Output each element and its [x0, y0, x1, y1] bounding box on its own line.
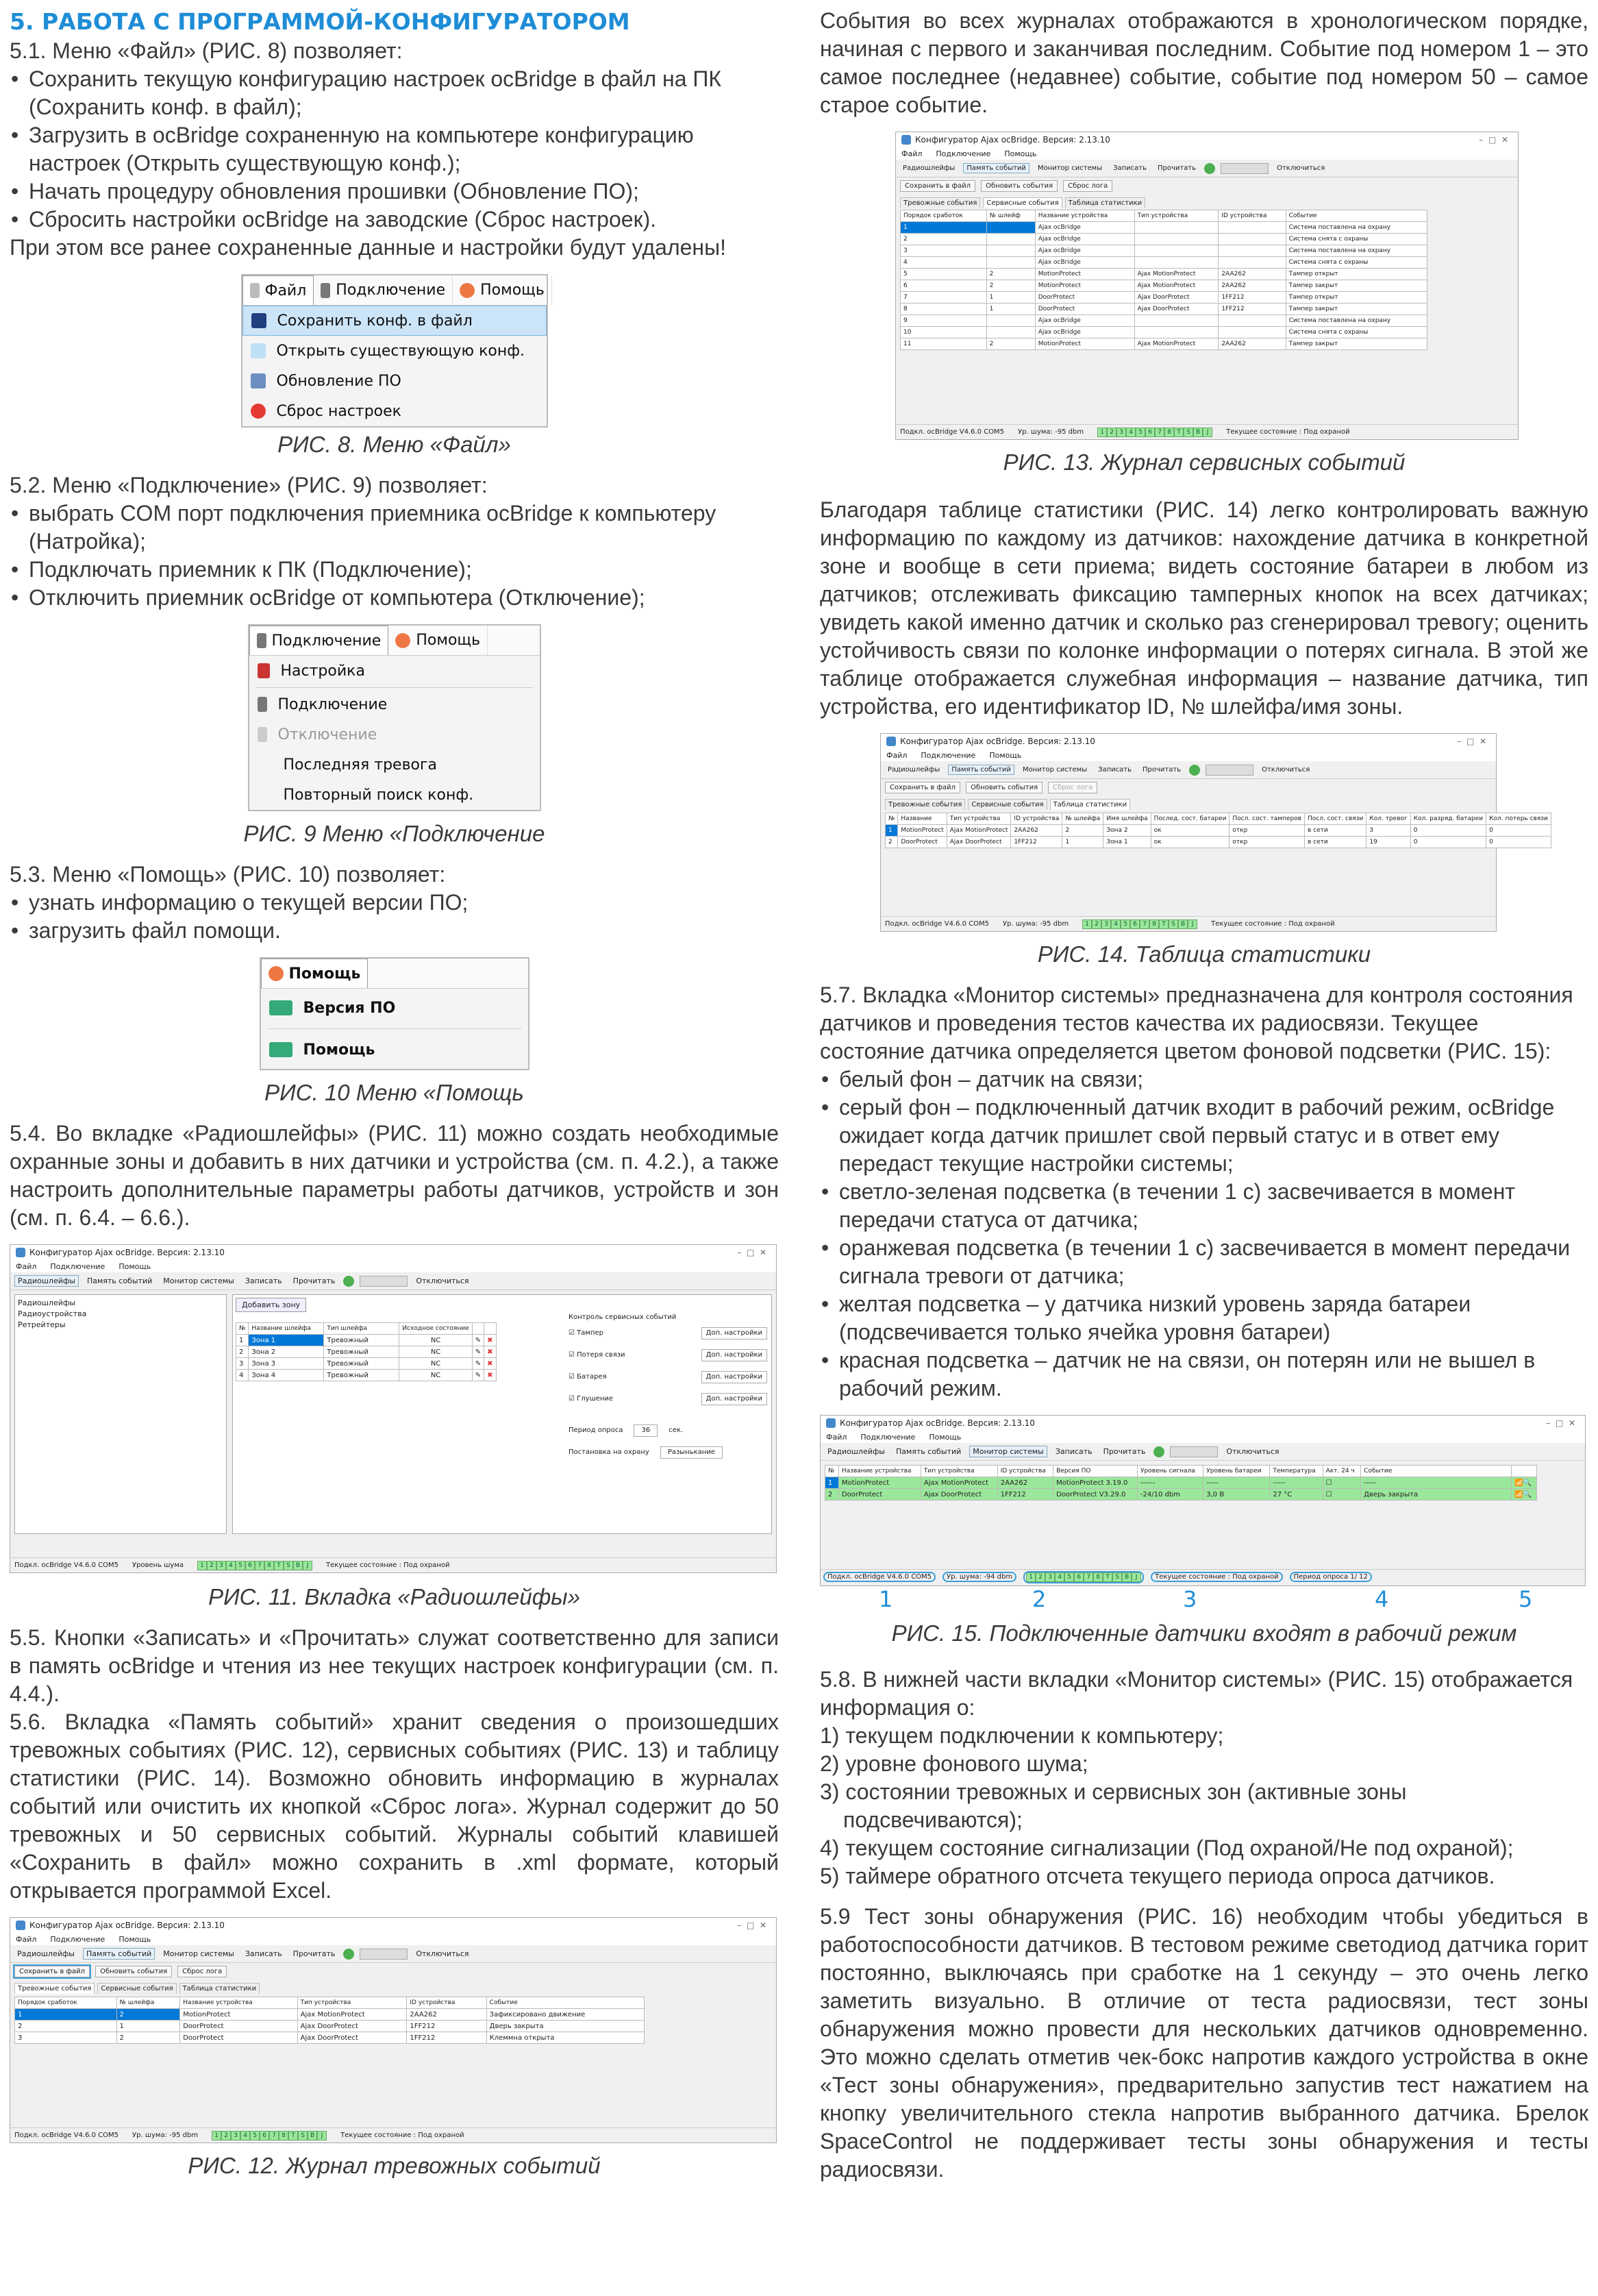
s55-paragraph: 5.5. Кнопки «Записать» и «Прочитать» служат соответственно для записи в память ocBridge и чтения из нее текущих настроек конфигурации (см. п. 4.4.).	[10, 1625, 779, 1706]
status-bar: Подкл. ocBridge V4.6.0 COM5 Ур. шума: -95 dbm 1 2 3 4 5 6 7 8 T S B J Текущее состояние : Под охраной	[10, 2127, 776, 2143]
test-icons[interactable]: 📶🔍	[1512, 1489, 1537, 1501]
poll-period-select[interactable]: 36	[634, 1424, 658, 1437]
tab-alarm-events[interactable]: Тревожные события	[900, 197, 980, 208]
s53-intro: 5.3. Меню «Помощь» (РИС. 10) позволяет:	[10, 862, 446, 887]
table-row[interactable]: 7 1 DoorProtect Ajax DoorProtect 1FF212 Тампер открыт	[901, 292, 1427, 304]
menu-item-open-config[interactable]: Открыть существующую конф.	[242, 336, 547, 366]
menu-item-disconnect[interactable]: Отключение	[249, 719, 540, 750]
app-icon	[886, 737, 896, 746]
refresh-events-button[interactable]: Обновить события	[981, 180, 1058, 192]
version-icon	[269, 1000, 292, 1015]
menu-connection[interactable]: Подключение	[249, 626, 389, 655]
menu-connection[interactable]: Подключение	[314, 275, 453, 305]
tab-radioloops[interactable]: Радиошлейфы	[14, 1275, 79, 1287]
menu-item-version[interactable]: Версия ПО	[261, 989, 528, 1027]
extra-settings-button[interactable]: Доп. настройки	[701, 1371, 767, 1383]
tab-event-memory[interactable]: Память событий	[895, 1447, 962, 1456]
tab-system-monitor[interactable]: Монитор системы	[163, 1276, 234, 1285]
zones-panel	[232, 1294, 772, 1534]
alarm-events-window: Конфигуратор Ajax ocBridge. Версия: 2.13.10 – □ ✕ Файл Подключение Помощь Радиошлейфы Память событий Монитор системы Записать Прочитать Отключиться Сохранить в файл Обновить события Сброс лога Тревожные события Сервисные события Таблица статистики Порядок сработок № шлейфа Название устройства Тип устройства ID устройства Событие 1 2 MotionProtect Ajax MotionProtect 2AA262 Зафиксировано движение 2 1 DoorProtect Ajax DoorProtect 1FF212 Дверь закрыта 3 2 DoorProtect Ajax DoorProtect 1FF212 Клеммна открыта Подкл. ocBridge V4.6.0 COM5 Ур. шума: -95 dbm 1 2 3 4 5 6 7 8 T S B J Текущее состояние : Под охраной	[10, 1917, 777, 2143]
file-icon	[250, 283, 260, 298]
tree-item[interactable]: Ретрейтеры	[18, 1320, 66, 1329]
add-zone-button[interactable]: Добавить зону	[236, 1298, 306, 1312]
statistics-paragraph: Благодаря таблице статистики (РИС. 14) легко контролировать важную информацию по каждому из датчиков: нахождение датчика в конкретной зоне и вообще в сети приема; видеть состояние батареи в любом из датчиков; отслеживать фиксацию тамперных кнопок на всех датчиках; увидеть какой именно датчик и сколько раз сгенерировал тревогу; оценить устойчивость связи по колонке информации о потерях сигнала. В этой же таблице отображается служебная информация – название датчика, тип устройства, его идентификатор ID, № шлейфа/имя зоны.	[820, 497, 1588, 719]
menu-item-rescan[interactable]: Повторный поиск конф.	[249, 780, 540, 810]
plug-icon	[321, 283, 330, 298]
plug-icon	[258, 697, 267, 712]
list-item: • узнать информацию о текущей версии ПО;	[10, 889, 779, 917]
list-item: • белый фон – датчик на связи;	[820, 1065, 1588, 1094]
extra-settings-button[interactable]: Доп. настройки	[701, 1393, 767, 1405]
service-events-table: Порядок сработок № шлейф Название устройства Тип устройства ID устройства Событие 1 Ajax ocBridge Система поставлена на охрану 2 Ajax ocBridge Система снята с охраны 3 Ajax ocBridge Система поставлена на охрану 4 Ajax ocBridge Система снята с охраны 5 2 MotionProtect Ajax MotionProtect 2AA262 Тампер открыт 6 2 MotionProtect Ajax MotionProtect 2AA262 Тампер закрыт 7 1 DoorProtect Ajax DoorProtect 1FF212 Тампер открыт 8 1 DoorProtect Ajax DoorProtect 1FF212 Тампер закрыт 9 Ajax ocBridge Система поставлена на охрану 10 Ajax ocBridge Система снята с охраны 11 2 MotionProtect Ajax MotionProtect 2AA262 Тампер закрыт	[900, 210, 1427, 350]
table-row[interactable]: 10 Ajax ocBridge Система снята с охраны	[901, 327, 1427, 338]
menu-item-reset[interactable]: Сброс настроек	[242, 396, 547, 426]
disconnect-button[interactable]: Отключиться	[416, 1949, 469, 1958]
figure-caption: РИС. 15. Подключенные датчики входят в рабочий режим	[891, 1620, 1517, 1646]
arming-mode-select[interactable]: Разынькание	[660, 1446, 723, 1459]
checkbox-battery[interactable]: ☑ Батарея	[569, 1373, 607, 1381]
tab-statistics[interactable]: Таблица статистики	[179, 1983, 260, 1994]
table-row[interactable]: 4 Ajax ocBridge Система снята с охраны	[901, 257, 1427, 269]
app-icon	[826, 1418, 836, 1428]
table-row[interactable]: 1 MotionProtect Ajax MotionProtect 2AA262 MotionProtect 3.19.0 ------ ----- ----- ☐ ----- 📶🔍	[825, 1477, 1537, 1489]
table-row[interactable]: 2 1 DoorProtect Ajax DoorProtect 1FF212 Дверь закрыта	[15, 2021, 645, 2032]
status-bar: Подкл. ocBridge V4.6.0 COM5 Уровень шума 1 2 3 4 5 6 7 8 T S B J Текущее состояние : Под охраной	[10, 1557, 776, 1572]
active-24h-checkbox[interactable]: ☐	[1323, 1477, 1361, 1489]
list-item: • оранжевая подсветка (в течении 1 с) засвечивается в момент передачи сигнала тревоги от датчика;	[820, 1234, 1588, 1290]
read-button[interactable]: Прочитать	[292, 1949, 336, 1958]
s51-intro: 5.1. Меню «Файл» (РИС. 8) позволяет:	[10, 38, 403, 63]
tab-event-memory[interactable]: Память событий	[948, 765, 1014, 775]
list-item: • красная подсветка – датчик не на связи, он потерян или не вышел в рабочий режим.	[820, 1346, 1588, 1403]
plug-icon	[257, 633, 266, 648]
zone-cells: 1 2 3 4 5 6 7 8 T S B J	[197, 1561, 312, 1570]
tree-item[interactable]: Радиоустройства	[18, 1309, 87, 1318]
status-bar: Подкл. ocBridge V4.6.0 COM5 Ур. шума: -94 dbm 1 2 3 4 5 6 7 8 T S B J Текущее состояние : Под охраной Период опроса 1/ 12	[821, 1569, 1585, 1584]
blank-icon	[258, 787, 273, 802]
test-icons[interactable]: 📶🔍	[1512, 1477, 1537, 1489]
s56-paragraph: 5.6. Вкладка «Память событий» хранит сведения о произошедших тревожных событиях (РИС. 12), сервисных событиях (РИС. 13) и таблицу статистики (РИС. 14). Возможно обновить информацию в журналах событий или очистить их кнопкой «Сброс лога». Журнал содержит до 50 тревожных и 50 сервисных событий. Журналы событий клавишей «Сохранить в файл» можно сохранить в .xml формате, который открывается программой Excel.	[10, 1709, 779, 1903]
list-item: • загрузить файл помощи.	[10, 917, 779, 945]
table-row[interactable]: 3 Ajax ocBridge Система поставлена на охрану	[901, 245, 1427, 257]
menu-file[interactable]: Файл	[16, 1261, 37, 1271]
tab-radioloops[interactable]: Радиошлейфы	[827, 1447, 885, 1456]
s57-paragraph: 5.7. Вкладка «Монитор системы» предназначена для контроля состояния датчиков и проведения тестов качества их радиосвязи. Текущее состояние датчика определяется цветом фоновой подсветки (РИС. 15):	[820, 983, 1573, 1063]
list-item: 5) таймере обратного отсчета текущего периода опроса датчиков.	[820, 1864, 1495, 1888]
tab-system-monitor[interactable]: Монитор системы	[163, 1949, 234, 1958]
reset-icon	[251, 404, 266, 419]
active-24h-checkbox[interactable]: ☐	[1323, 1489, 1361, 1501]
disconnect-button[interactable]: Отключиться	[416, 1276, 469, 1285]
file-menu-screenshot	[241, 274, 548, 428]
tab-service-events[interactable]: Сервисные события	[968, 799, 1047, 810]
chronology-paragraph: События во всех журналах отображаются в хронологическом порядке, начиная с первого и заканчивая последним. Событие под номером 1 – это самое последнее (недавнее) событие, событие под номером 50 – самое старое событие.	[820, 8, 1588, 117]
table-row[interactable]: 2 Зона 2 Тревожный NC ✎ ✖	[236, 1346, 497, 1358]
status-bar: Подкл. ocBridge V4.6.0 COM5 Ур. шума: -95 dbm 1 2 3 4 5 6 7 8 T S B J Текущее состояние : Под охраной	[881, 916, 1496, 931]
table-row[interactable]: 5 2 MotionProtect Ajax MotionProtect 2AA262 Тампер открыт	[901, 269, 1427, 280]
tree-item[interactable]: Радиошлейфы	[18, 1298, 75, 1307]
save-to-file-button[interactable]: Сохранить в файл	[900, 180, 975, 192]
callout-numbers: 1 2 3 4 5	[879, 1586, 1533, 1612]
list-item: • Начать процедуру обновления прошивки (Обновление ПО);	[10, 177, 779, 206]
right-column	[820, 7, 1588, 2184]
checkbox-tamper[interactable]: ☑ Тампер	[569, 1329, 603, 1337]
figure-caption: РИС. 13. Журнал сервисных событий	[1003, 449, 1406, 475]
ok-icon	[343, 1276, 354, 1287]
tab-event-memory[interactable]: Память событий	[963, 163, 1029, 173]
tab-system-monitor[interactable]: Монитор системы	[1022, 766, 1088, 774]
list-item: • Сохранить текущую конфигурацию настроек ocBridge в файл на ПК (Сохранить конф. в файл);	[10, 65, 779, 121]
tab-service-events[interactable]: Сервисные события	[983, 197, 1062, 208]
progress-box	[360, 1276, 408, 1287]
help-file-icon	[269, 1042, 292, 1057]
refresh-events-button[interactable]: Обновить события	[95, 1966, 172, 1977]
list-item: • Сбросить настройки ocBridge на заводские (Сброс настроек).	[10, 206, 779, 234]
tab-statistics[interactable]: Таблица статистики	[1065, 197, 1146, 208]
checkbox-link-loss[interactable]: ☑ Потеря связи	[569, 1351, 625, 1359]
list-item: • светло-зеленая подсветка (в течении 1 с) засвечивается в момент передачи статуса от датчика;	[820, 1178, 1588, 1234]
disconnect-button[interactable]: Отключиться	[1262, 766, 1310, 774]
radioloops-window: Конфигуратор Ajax ocBridge. Версия: 2.13.10 – □ ✕ Файл Подключение Помощь Радиошлейфы Память событий Монитор системы Записать Прочитать Отключиться Радиошлейфы Радиоустройства Ретрейтеры Добавить зону № Название шлейфа Тип шлейфа Исходное состояние 1 Зона 1 Тревожный NC ✎ ✖ 2 Зона 2 Тревожный NC ✎ ✖ 3 Зона 3 Тревожный NC ✎ ✖ 4 Зона 4 Тревожный NC ✎ ✖ Контроль сервисных событий ☑ Тампер Доп. настройки ☑ Потеря связи Доп. настройки ☑ Батарея Доп. настройки ☑ Глушение Доп. настройки Период опроса 36 сек. Постановка на охрану Разынькание Подкл. ocBridge V4.6.0 COM5 Уровень шума 1 2 3 4 5 6 7 8 T S B J Текущее состояние : Под охраной	[10, 1244, 777, 1573]
write-button[interactable]: Записать	[245, 1276, 282, 1285]
connection-menu-screenshot	[248, 624, 541, 811]
list-item: • Отключить приемник ocBridge от компьютера (Отключение);	[10, 584, 779, 612]
tab-statistics[interactable]: Таблица статистики	[1050, 799, 1131, 810]
left-column	[10, 7, 779, 2180]
read-button[interactable]: Прочитать	[1103, 1447, 1146, 1456]
table-row[interactable]: 9 Ajax ocBridge Система поставлена на охрану	[901, 315, 1427, 327]
tab-service-events[interactable]: Сервисные события	[97, 1983, 176, 1994]
lifebuoy-icon	[269, 966, 284, 981]
system-monitor-window: Конфигуратор Ajax ocBridge. Версия: 2.13.10 – □ ✕ Файл Подключение Помощь Радиошлейфы Память событий Монитор системы Записать Прочитать Отключиться № Название устройства Тип устройства ID устройства Версия ПО Уровень сигнала Уровень батареи Температура Акт. 24 ч Событие 1 MotionProtect Ajax MotionProtect 2AA262 MotionProtect 3.19.0 ------ ----- ----- ☐ ----- 📶🔍 2 DoorProtect Ajax DoorProtect 1FF212 DoorProtect V3.29.0 -24/10 dbm 3,0 В 27 °C ☐ Дверь закрыта 📶🔍 Подкл. ocBridge V4.6.0 COM5 Ур. шума: -94 dbm 1 2 3 4 5 6 7 8 T S B J Текущее состояние : Под охраной Период опроса 1/ 12	[820, 1415, 1586, 1586]
checkbox-jamming[interactable]: ☑ Глушение	[569, 1395, 614, 1403]
write-button[interactable]: Записать	[1098, 766, 1132, 774]
alarm-events-table: Порядок сработок № шлейфа Название устройства Тип устройства ID устройства Событие 1 2 MotionProtect Ajax MotionProtect 2AA262 Зафиксировано движение 2 1 DoorProtect Ajax DoorProtect 1FF212 Дверь закрыта 3 2 DoorProtect Ajax DoorProtect 1FF212 Клеммна открыта	[14, 1997, 645, 2044]
menu-item-update[interactable]: Обновление ПО	[242, 366, 547, 396]
refresh-events-button[interactable]: Обновить события	[966, 782, 1043, 793]
list-item: 1) текущем подключении к компьютеру;	[820, 1723, 1224, 1748]
figure-caption: РИС. 9 Меню «Подключение	[243, 821, 545, 846]
save-to-file-button[interactable]: Сохранить в файл	[885, 782, 960, 793]
monitor-table: № Название устройства Тип устройства ID устройства Версия ПО Уровень сигнала Уровень батареи Температура Акт. 24 ч Событие 1 MotionProtect Ajax MotionProtect 2AA262 MotionProtect 3.19.0 ------ ----- ----- ☐ ----- 📶🔍 2 DoorProtect Ajax DoorProtect 1FF212 DoorProtect V3.29.0 -24/10 dbm 3,0 В 27 °C ☐ Дверь закрыта 📶🔍	[825, 1465, 1537, 1501]
menu-file[interactable]: Файл	[242, 275, 314, 305]
s54-paragraph: 5.4. Во вкладке «Радиошлейфы» (РИС. 11) можно создать необходимые охранные зоны и добавить в них датчики и устройства (см. п. 4.2.), а также настроить дополнительные параметры работы датчиков, устройств и зон (см. п. 6.4. – 6.6.).	[10, 1121, 779, 1230]
app-icon	[16, 1921, 25, 1930]
tab-system-monitor[interactable]: Монитор системы	[969, 1446, 1047, 1457]
table-row[interactable]: 2 DoorProtect Ajax DoorProtect 1FF212 1 Зона 1 ок откр в сети 19 0 0	[886, 837, 1551, 848]
section-heading: 5. РАБОТА С ПРОГРАММОЙ-КОНФИГУРАТОРОМ	[10, 8, 630, 35]
read-button[interactable]: Прочитать	[1143, 766, 1182, 774]
service-events-window: Конфигуратор Ajax ocBridge. Версия: 2.13.10 – □ ✕ Файл Подключение Помощь Радиошлейфы Память событий Монитор системы Записать Прочитать Отключиться Сохранить в файл Обновить события Сброс лога Тревожные события Сервисные события Таблица статистики Порядок сработок № шлейф Название устройства Тип устройства ID устройства Событие 1 Ajax ocBridge Система поставлена на охрану 2 Ajax ocBridge Система снята с охраны 3 Ajax ocBridge Система поставлена на охрану 4 Ajax ocBridge Система снята с охраны 5 2 MotionProtect Ajax MotionProtect 2AA262 Тампер открыт 6 2 MotionProtect Ajax MotionProtect 2AA262 Тампер закрыт 7 1 DoorProtect Ajax DoorProtect 1FF212 Тампер открыт 8 1 DoorProtect Ajax DoorProtect 1FF212 Тампер закрыт 9 Ajax ocBridge Система поставлена на охрану 10 Ajax ocBridge Система снята с охраны 11 2 MotionProtect Ajax MotionProtect 2AA262 Тампер закрыт Подкл. ocBridge V4.6.0 COM5 Ур. шума: -95 dbm 1 2 3 4 5 6 7 8 T S B J Текущее состояние : Под охраной	[895, 132, 1519, 440]
s51-note: При этом все ранее сохраненные данные и настройки будут удалены!	[10, 235, 726, 260]
table-row[interactable]: 1 Ajax ocBridge Система поставлена на охрану	[901, 222, 1427, 234]
open-icon	[251, 343, 266, 358]
menu-help[interactable]: Помощь	[388, 626, 488, 655]
write-button[interactable]: Записать	[1055, 1447, 1093, 1456]
menu-help[interactable]: Помощь	[261, 959, 369, 988]
tab-event-memory[interactable]: Память событий	[83, 1948, 155, 1960]
tab-alarm-events[interactable]: Тревожные события	[14, 1983, 95, 1994]
table-row[interactable]: 8 1 DoorProtect Ajax DoorProtect 1FF212 Тампер закрыт	[901, 304, 1427, 315]
menu-help[interactable]: Помощь	[118, 1261, 151, 1271]
lifebuoy-icon	[460, 283, 475, 298]
blank-icon	[258, 757, 273, 772]
unplug-icon	[258, 727, 267, 742]
list-item: 2) уровне фонового шума;	[820, 1751, 1088, 1776]
s52-intro: 5.2. Меню «Подключение» (РИС. 9) позволяет:	[10, 473, 488, 497]
table-row[interactable]: 1 Зона 1 Тревожный NC ✎ ✖	[236, 1335, 497, 1346]
tools-icon	[258, 663, 270, 678]
tab-event-memory[interactable]: Память событий	[86, 1276, 153, 1285]
extra-settings-button[interactable]: Доп. настройки	[701, 1349, 767, 1361]
menu-item-settings[interactable]: Настройка	[249, 656, 540, 686]
app-icon	[16, 1248, 25, 1257]
list-item: • желтая подсветка – у датчика низкий уровень заряда батареи (подсвечивается только ячейка уровня батареи)	[820, 1290, 1588, 1346]
table-row[interactable]: 6 2 MotionProtect Ajax MotionProtect 2AA262 Тампер закрыт	[901, 280, 1427, 292]
reset-log-button[interactable]: Сброс лога	[177, 1966, 227, 1977]
disconnect-button[interactable]: Отключиться	[1226, 1447, 1279, 1456]
table-row[interactable]: 1 2 MotionProtect Ajax MotionProtect 2AA262 Зафиксировано движение	[15, 2009, 645, 2021]
statistics-table: № Название Тип устройства ID устройства № шлейфа Имя шлейфа Послед. сост. батареи Посл. сост. тамперов Посл. сост. связи Кол. тревог Кол. разряд. батареи Кол. потерь связи 1 MotionProtect Ajax MotionProtect 2AA262 2 Зона 2 ок откр в сети 3 0 0 2 DoorProtect Ajax DoorProtect 1FF212 1 Зона 1 ок откр в сети 19 0 0	[885, 813, 1551, 848]
write-button[interactable]: Записать	[1113, 164, 1147, 172]
lifebuoy-icon	[395, 633, 410, 648]
list-item: • серый фон – подключенный датчик входит в рабочий режим, ocBridge ожидает когда датчик пришлет свой первый статус и в ответ ему передаст текущие настройки системы;	[820, 1094, 1588, 1178]
list-item: • Подключать приемник к ПК (Подключение);	[10, 556, 779, 584]
list-item: • выбрать COM порт подключения приемника ocBridge к компьютеру (Натройка);	[10, 499, 779, 556]
figure-caption: РИС. 11. Вкладка «Радиошлейфы»	[208, 1584, 580, 1609]
menu-item-help[interactable]: Помощь	[261, 1030, 528, 1069]
table-row[interactable]: 1 MotionProtect Ajax MotionProtect 2AA262 2 Зона 2 ок откр в сети 3 0 0	[886, 825, 1551, 837]
reset-log-button[interactable]: Сброс лога	[1048, 782, 1097, 793]
figure-caption: РИС. 14. Таблица статистики	[1037, 941, 1371, 967]
zones-table: № Название шлейфа Тип шлейфа Исходное состояние 1 Зона 1 Тревожный NC ✎ ✖ 2 Зона 2 Тревожный NC ✎ ✖ 3 Зона 3 Тревожный NC ✎ ✖ 4 Зона 4 Тревожный NC ✎ ✖	[236, 1322, 497, 1381]
menu-connection[interactable]: Подключение	[50, 1261, 105, 1271]
menu-item-connect[interactable]: Подключение	[249, 689, 540, 719]
table-row[interactable]: 3 Зона 3 Тревожный NC ✎ ✖	[236, 1358, 497, 1370]
list-item: 3) состоянии тревожных и сервисных зон (активные зоны подсвечиваются);	[820, 1779, 1407, 1832]
app-icon	[901, 135, 911, 145]
tab-system-monitor[interactable]: Монитор системы	[1037, 164, 1103, 172]
device-tree	[14, 1294, 227, 1534]
menu-help[interactable]: Помощь	[453, 275, 552, 305]
tab-radioloops[interactable]: Радиошлейфы	[888, 766, 940, 774]
table-row[interactable]: 4 Зона 4 Тревожный NC ✎ ✖	[236, 1370, 497, 1381]
menu-item-last-alarm[interactable]: Последняя тревога	[249, 750, 540, 780]
statistics-window: Конфигуратор Ajax ocBridge. Версия: 2.13.10 – □ ✕ Файл Подключение Помощь Радиошлейфы Память событий Монитор системы Записать Прочитать Отключиться Сохранить в файл Обновить события Сброс лога Тревожные события Сервисные события Таблица статистики № Название Тип устройства ID устройства № шлейфа Имя шлейфа Послед. сост. батареи Посл. сост. тамперов Посл. сост. связи Кол. тревог Кол. разряд. батареи Кол. потерь связи 1 MotionProtect Ajax MotionProtect 2AA262 2 Зона 2 ок откр в сети 3 0 0 2 DoorProtect Ajax DoorProtect 1FF212 1 Зона 1 ок откр в сети 19 0 0 Подкл. ocBridge V4.6.0 COM5 Ур. шума: -95 dbm 1 2 3 4 5 6 7 8 T S B J Текущее состояние : Под охраной	[880, 733, 1497, 932]
floppy-icon	[251, 313, 266, 328]
figure-caption: РИС. 12. Журнал тревожных событий	[188, 2153, 601, 2178]
reset-log-button[interactable]: Сброс лога	[1063, 180, 1112, 192]
table-row[interactable]: 2 Ajax ocBridge Система снята с охраны	[901, 234, 1427, 245]
tab-radioloops[interactable]: Радиошлейфы	[17, 1949, 75, 1958]
s58-intro: 5.8. В нижней части вкладки «Монитор системы» (РИС. 15) отображается информация о:	[820, 1667, 1573, 1720]
figure-caption: РИС. 8. Меню «Файл»	[277, 432, 511, 457]
tab-radioloops[interactable]: Радиошлейфы	[903, 164, 956, 172]
table-row[interactable]: 2 DoorProtect Ajax DoorProtect 1FF212 DoorProtect V3.29.0 -24/10 dbm 3,0 В 27 °C ☐ Дверь закрыта 📶🔍	[825, 1489, 1537, 1501]
figure-caption: РИС. 10 Меню «Помощь	[264, 1080, 524, 1105]
tab-alarm-events[interactable]: Тревожные события	[885, 799, 965, 810]
table-row[interactable]: 11 2 MotionProtect Ajax MotionProtect 2AA262 Тампер закрыт	[901, 338, 1427, 350]
service-events-panel: Контроль сервисных событий ☑ Тампер Доп. настройки ☑ Потеря связи Доп. настройки ☑ Батарея Доп. настройки ☑ Глушение Доп. настройки Период опроса 36 сек. Постановка на охрану Разынькание	[569, 1313, 767, 1464]
status-bar: Подкл. ocBridge V4.6.0 COM5 Ур. шума: -95 dbm 1 2 3 4 5 6 7 8 T S B J Текущее состояние : Под охраной	[896, 424, 1518, 439]
write-button[interactable]: Записать	[245, 1949, 282, 1958]
extra-settings-button[interactable]: Доп. настройки	[701, 1327, 767, 1340]
update-icon	[251, 373, 266, 388]
read-button[interactable]: Прочитать	[292, 1276, 336, 1285]
save-to-file-button[interactable]: Сохранить в файл	[14, 1966, 90, 1977]
list-item: 4) текущем состояние сигнализации (Под охраной/Не под охраной);	[820, 1836, 1514, 1860]
help-menu-screenshot	[260, 957, 529, 1070]
s59-paragraph: 5.9 Тест зоны обнаружения (РИС. 16) необходим чтобы убедиться в работоспособности датчиков. В тестовом режиме светодиод датчика горит постоянно, выключаясь при сработке на 1 секунду – это очень легко заметить визуально. В отличие от теста радиосвязи, тест зоны обнаружения можно провести для нескольких датчиков одновременно. Это можно сделать отметив чек-бокс напротив каждого устройства в окне «Тест зоны обнаружения», предварительно запустив тест нажатием на кнопку увеличительного стекла напротив выбранного датчика. Брелок SpaceControl не поддерживает тесты зоны обнаружения и тесты радиосвязи.	[820, 1904, 1588, 2182]
disconnect-button[interactable]: Отключиться	[1277, 164, 1325, 172]
list-item: • Загрузить в ocBridge сохраненную на компьютере конфигурацию настроек (Открыть существующую конф.);	[10, 121, 779, 177]
read-button[interactable]: Прочитать	[1158, 164, 1197, 172]
menu-item-save-config[interactable]: Сохранить конф. в файл	[242, 306, 547, 336]
table-row[interactable]: 3 2 DoorProtect Ajax DoorProtect 1FF212 Клеммна открыта	[15, 2032, 645, 2044]
